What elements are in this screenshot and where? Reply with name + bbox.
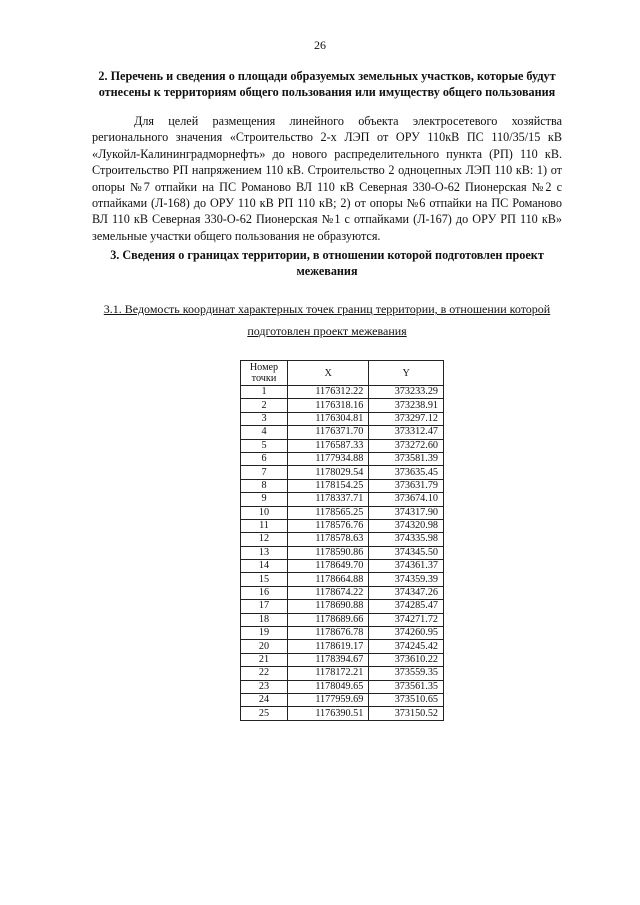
cell-y: 373610.22 [369,653,444,666]
cell-y: 373559.35 [369,667,444,680]
header-x: X [288,361,369,386]
header-y: Y [369,361,444,386]
cell-point-number: 4 [241,426,288,439]
cell-point-number: 12 [241,533,288,546]
cell-x: 1178029.54 [288,466,369,479]
cell-x: 1178337.71 [288,493,369,506]
cell-point-number: 21 [241,653,288,666]
cell-y: 374345.50 [369,546,444,559]
cell-point-number: 16 [241,586,288,599]
cell-x: 1178676.78 [288,627,369,640]
cell-point-number: 10 [241,506,288,519]
cell-point-number: 5 [241,439,288,452]
cell-y: 374245.42 [369,640,444,653]
cell-y: 373297.12 [369,412,444,425]
table-row [241,600,444,613]
cell-y: 374260.95 [369,627,444,640]
cell-y: 374320.98 [369,519,444,532]
header-point-number: Номер точки [241,361,288,386]
cell-point-number: 1 [241,386,288,399]
table-row [241,560,444,573]
cell-y: 373581.39 [369,452,444,465]
subheading-line-2: подготовлен проект межевания [247,324,407,338]
table-row [241,627,444,640]
subheading-line-1: 3.1. Ведомость координат характерных точек границ территории, в отношении которой [103,302,551,316]
cell-x: 1178674.22 [288,586,369,599]
table-row [241,386,444,399]
cell-y: 374271.72 [369,613,444,626]
table-row [241,586,444,599]
table-row [241,519,444,532]
cell-point-number: 6 [241,452,288,465]
cell-x: 1178154.25 [288,479,369,492]
cell-x: 1178576.76 [288,519,369,532]
cell-x: 1176312.22 [288,386,369,399]
cell-x: 1176304.81 [288,412,369,425]
table-row [241,546,444,559]
table-row [241,412,444,425]
table-row [241,693,444,706]
table-row [241,707,444,720]
table-row [241,439,444,452]
cell-x: 1178578.63 [288,533,369,546]
cell-y: 374359.39 [369,573,444,586]
table-row [241,613,444,626]
cell-point-number: 23 [241,680,288,693]
cell-y: 373635.45 [369,466,444,479]
cell-y: 373233.29 [369,386,444,399]
table-row [241,452,444,465]
table-row [241,506,444,519]
table-row [241,640,444,653]
cell-y: 373561.35 [369,680,444,693]
cell-point-number: 24 [241,693,288,706]
cell-y: 373272.60 [369,439,444,452]
cell-y: 373238.91 [369,399,444,412]
table-body [241,386,444,721]
cell-y: 374347.26 [369,586,444,599]
cell-point-number: 7 [241,466,288,479]
cell-point-number: 17 [241,600,288,613]
cell-y: 373631.79 [369,479,444,492]
cell-x: 1178049.65 [288,680,369,693]
cell-y: 373674.10 [369,493,444,506]
section-3-heading: 3. Сведения о границах территории, в отношении которой подготовлен проект межевания [110,248,544,278]
cell-point-number: 11 [241,519,288,532]
cell-y: 374335.98 [369,533,444,546]
section-2-paragraph: Для целей размещения линейного объекта электросетевого хозяйства регионального значения «Строительство 2-х ЛЭП от ОРУ 110кВ ПС 110/35/15 кВ «Лукойл-Калининградморнефть» до нового распределительного пункта (РП) 110 кВ. Строительство РП напряжением 110 кВ. Строительство 2 одноцепных ЛЭП 110 кВ: 1) от опоры №7 отпайки на ПС Романово ВЛ 110 кВ Северная 330-О-62 Пионерская №2 с отпайками (Л-168) до ОРУ 110 кВ РП 110 кВ; 2) от опоры №6 отпайки на ПС Романово ВЛ 110 кВ Северная 330-О-62 Пионерская №1 с отпайками (Л-167) до ОРУ РП 110 кВ» земельные участки общего пользования не образуются. [92,114,562,243]
cell-x: 1176390.51 [288,707,369,720]
page-number: 26 [314,38,326,52]
table-row [241,426,444,439]
section-2-heading: 2. Перечень и сведения о площади образуемых земельных участков, которые будут отнесены к территориям общего пользования или имуществу общего пользования [98,69,556,99]
cell-x: 1178619.17 [288,640,369,653]
table-row [241,493,444,506]
table-row [241,667,444,680]
cell-x: 1178689.66 [288,613,369,626]
cell-y: 374361.37 [369,560,444,573]
cell-x: 1178172.21 [288,667,369,680]
cell-x: 1178565.25 [288,506,369,519]
cell-point-number: 25 [241,707,288,720]
cell-point-number: 18 [241,613,288,626]
coordinates-table [240,360,444,721]
cell-point-number: 20 [241,640,288,653]
cell-y: 373312.47 [369,426,444,439]
cell-point-number: 3 [241,412,288,425]
cell-x: 1178690.88 [288,600,369,613]
cell-x: 1177959.69 [288,693,369,706]
cell-point-number: 13 [241,546,288,559]
cell-x: 1178394.67 [288,653,369,666]
cell-x: 1178649.70 [288,560,369,573]
cell-point-number: 15 [241,573,288,586]
cell-y: 373510.65 [369,693,444,706]
table-row [241,479,444,492]
cell-y: 374285.47 [369,600,444,613]
section-3-1-subheading [92,298,562,342]
table-row [241,533,444,546]
cell-y: 374317.90 [369,506,444,519]
cell-point-number: 14 [241,560,288,573]
table-row [241,466,444,479]
cell-point-number: 8 [241,479,288,492]
table-header-row [241,361,444,386]
table-row [241,399,444,412]
cell-point-number: 2 [241,399,288,412]
cell-x: 1178590.86 [288,546,369,559]
table-row [241,573,444,586]
cell-point-number: 9 [241,493,288,506]
cell-y: 373150.52 [369,707,444,720]
table-row [241,653,444,666]
cell-x: 1178664.88 [288,573,369,586]
cell-x: 1176318.16 [288,399,369,412]
cell-point-number: 19 [241,627,288,640]
cell-x: 1176587.33 [288,439,369,452]
cell-point-number: 22 [241,667,288,680]
cell-x: 1176371.70 [288,426,369,439]
table-row [241,680,444,693]
cell-x: 1177934.88 [288,452,369,465]
